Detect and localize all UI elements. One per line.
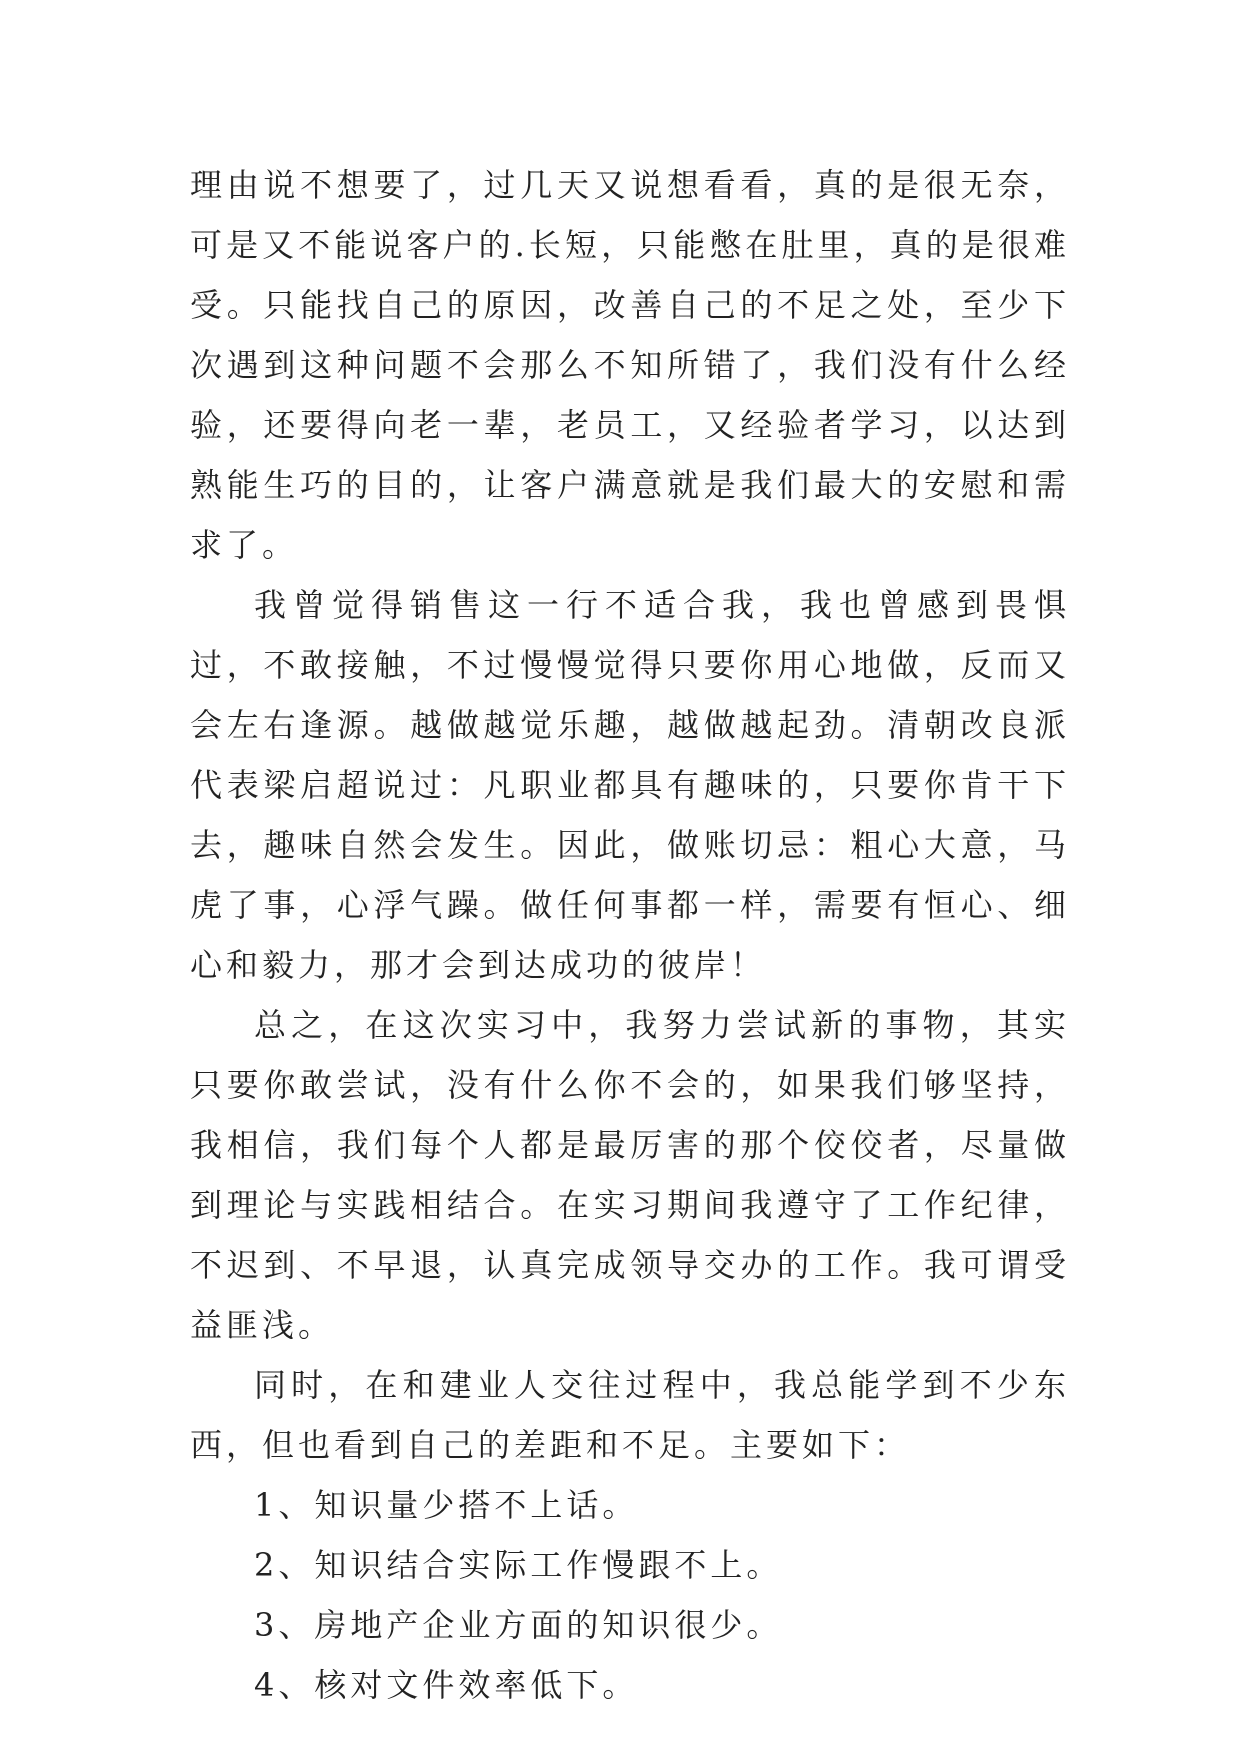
document-body bbox=[190, 155, 1070, 1715]
list-item: 3、房地产企业方面的知识很少。 bbox=[254, 1606, 783, 1644]
list-item: 2、知识结合实际工作慢跟不上。 bbox=[254, 1546, 783, 1584]
list-item: 1、知识量少搭不上话。 bbox=[254, 1486, 639, 1524]
paragraph-sales: 我曾觉得销售这一行不适合我，我也曾感到畏惧过，不敢接触，不过慢慢觉得只要你用心地做，反而又会左右逢源。越做越觉乐趣，越做越起劲。清朝改良派代表梁启超说过：凡职业都具有趣味的，只要你肯干下去，趣味自然会发生。因此，做账切忌：粗心大意，马虎了事，心浮气躁。做任何事都一样，需要有恒心、细心和毅力，那才会到达成功的彼岸！ bbox=[190, 586, 1070, 984]
list-item: 4、核对文件效率低下。 bbox=[254, 1666, 639, 1704]
paragraph-shortcomings: 同时，在和建业人交往过程中，我总能学到不少东西，但也看到自己的差距和不足。主要如下： bbox=[190, 1366, 1070, 1464]
paragraph-continued: 理由说不想要了，过几天又说想看看，真的是很无奈，可是又不能说客户的.长短，只能憋在肚里，真的是很难受。只能找自己的原因，改善自己的不足之处，至少下次遇到这种问题不会那么不知所错了，我们没有什么经验，还要得向老一辈，老员工，又经验者学习，以达到熟能生巧的目的，让客户满意就是我们最大的安慰和需求了。 bbox=[190, 166, 1070, 564]
paragraph-summary: 总之，在这次实习中，我努力尝试新的事物，其实只要你敢尝试，没有什么你不会的，如果我们够坚持，我相信，我们每个人都是最厉害的那个佼佼者，尽量做到理论与实践相结合。在实习期间我遵守了工作纪律，不迟到、不早退，认真完成领导交办的工作。我可谓受益匪浅。 bbox=[190, 1006, 1070, 1344]
